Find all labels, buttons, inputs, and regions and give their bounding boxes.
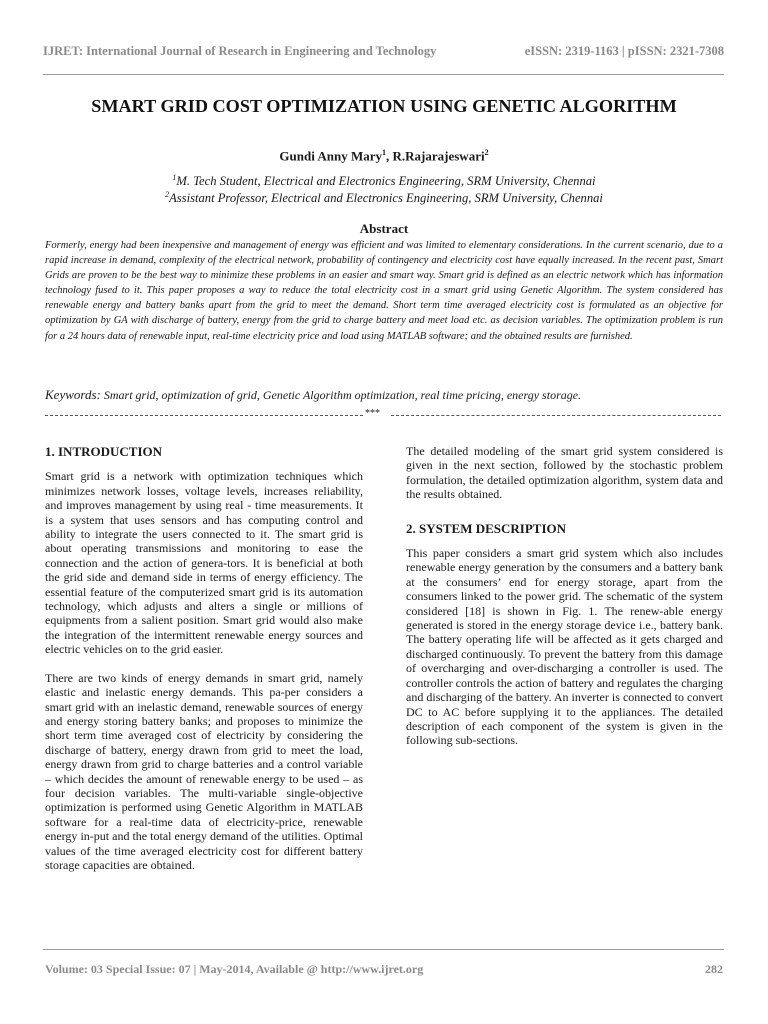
affiliation-1 — [0, 173, 768, 189]
divider-mark: *** — [365, 408, 380, 419]
author-1: Gundi Anny Mary — [279, 148, 383, 164]
author-2-sup: 2 — [484, 148, 489, 157]
running-header — [43, 44, 724, 64]
author-line — [0, 148, 768, 164]
abstract-heading: Abstract — [359, 221, 409, 236]
system-heading: 2. SYSTEM DESCRIPTION — [406, 520, 567, 536]
paper-title: SMART GRID COST OPTIMIZATION USING GENETIC ALGORITHM — [91, 96, 677, 116]
affiliation-2-sup: 2 — [165, 190, 170, 199]
intro-paragraph-3: The detailed modeling of the smart grid system considered is given in the next section, followed by the stochastic problem formulation, the detailed optimization algorithm, system data and the results obtained. — [406, 444, 723, 502]
author-separator: , — [386, 148, 393, 164]
system-paragraph-1: This paper considers a smart grid system which also includes renewable energy generation by the consumers and a battery bank at the consumers’ end for energy storage, apart from the consumers linked to the power grid. The schematic of the system considered [18] is shown in Fig. 1. The renew-able energy generated is stored in the energy storage device i.e., battery bank. The battery operating life will be affected as it gets charged and discharged continuously. To prevent the battery from this damage of overcharging and over-discharging a controller is used. The controller controls the action of battery and regulates the charging and discharging of the battery. An inverter is connected to convert DC to AC before supplying it to the appliances. The detailed description of each component of the system is given in the following sub-sections. — [406, 546, 723, 748]
section-gap — [406, 502, 723, 522]
section-divider — [45, 408, 721, 422]
keywords-label: Keywords: — [45, 387, 101, 402]
page-number: 282 — [705, 962, 723, 976]
footer-rule — [43, 949, 724, 950]
volume-info: Volume: 03 Special Issue: 07 | May-2014, Available @ http://www.ijret.org — [45, 962, 424, 976]
author-1-sup: 1 — [382, 148, 387, 157]
issn-info: eISSN: 2319-1163 | pISSN: 2321-7308 — [524, 44, 724, 58]
journal-name: IJRET: International Journal of Research in Engineering and Technology — [43, 44, 437, 58]
right-column — [406, 444, 723, 748]
affiliation-1-text: M. Tech Student, Electrical and Electronics Engineering, SRM University, Chennai — [176, 174, 596, 189]
header-rule — [43, 74, 724, 75]
keywords-line — [45, 387, 725, 403]
divider-dash-left — [45, 415, 363, 416]
abstract-text: Formerly, energy had been inexpensive and management of energy was efficient and was limited to elementary considerations. In the current scenario, due to a rapid increase in demand, complexity of the electrical network, probability of contingency and electricity cost have equally increased. In the recent past, Smart Grids are proven to be the best way to minimize these problems in an easier and smart way. Smart grid is defined as an electric network which has information technology fused to it. This paper proposes a way to reduce the total electricity cost in a smart grid using Genetic Algorithm. The system considered has renewable energy and battery banks apart from the grid to meet the demand. Short term time averaged electricity cost is formulated as an objective for optimization by GA with discharge of battery, energy from the grid to charge battery and meet load etc. as decision variables. The optimization problem is run for a 24 hours data of renewable input, real-time electricity price and load using MATLAB software; and the obtained results are furnished. — [45, 240, 723, 342]
intro-heading: 1. INTRODUCTION — [45, 444, 163, 459]
intro-paragraph-2: There are two kinds of energy demands in smart grid, namely elastic and inelastic energy demands. This pa-per considers a smart grid with an inelastic demand, renewable sources of energy and energy storing battery banks; and proposes to minimize the short term time averaged cost of electricity by considering the discharge of battery, energy drawn from grid to meet the load, energy drawn from grid to charge batteries and a control variable – which decides the amount of renewable energy to be used – as four decision variables. The multi-variable single-objective optimization is performed using Genetic Algorithm in MATLAB software for a real-time data of electricity-price, renewable energy in-put and the total energy demand of the utilities. Optimal values of the time averaged electricity cost for different battery storage capacities are obtained. — [45, 670, 363, 872]
affiliation-1-sup: 1 — [172, 173, 177, 182]
paragraph-gap — [45, 657, 363, 671]
author-2: R.Rajarajeswari — [392, 148, 485, 164]
intro-paragraph-1: Smart grid is a network with optimization techniques which minimizes network losses, voltage levels, increases reliability, and improves management by using real - time measurements. It is a system that uses sensors and has computing control and ability to integrate the users connected to it. The smart grid is about operating transmissions and monitoring to ease the connection and the action of genera-tors. It is beneficial at both the grid side and demand side in terms of energy efficiency. The essential feature of the computerized smart grid is its automation technology, which adjusts and alters a single or millions of equipments from a salient position. Smart grid would also make the integration of the intermittent renewable energy sources and electric vehicles on to the grid easier. — [45, 469, 363, 657]
left-column — [45, 445, 363, 872]
affiliation-2-text: Assistant Professor, Electrical and Electronics Engineering, SRM University, Chennai — [169, 191, 603, 206]
divider-dash-right — [391, 415, 721, 416]
keywords-text: Smart grid, optimization of grid, Genetic Algorithm optimization, real time pricing, energy storage. — [100, 388, 582, 402]
affiliation-2 — [0, 190, 768, 206]
